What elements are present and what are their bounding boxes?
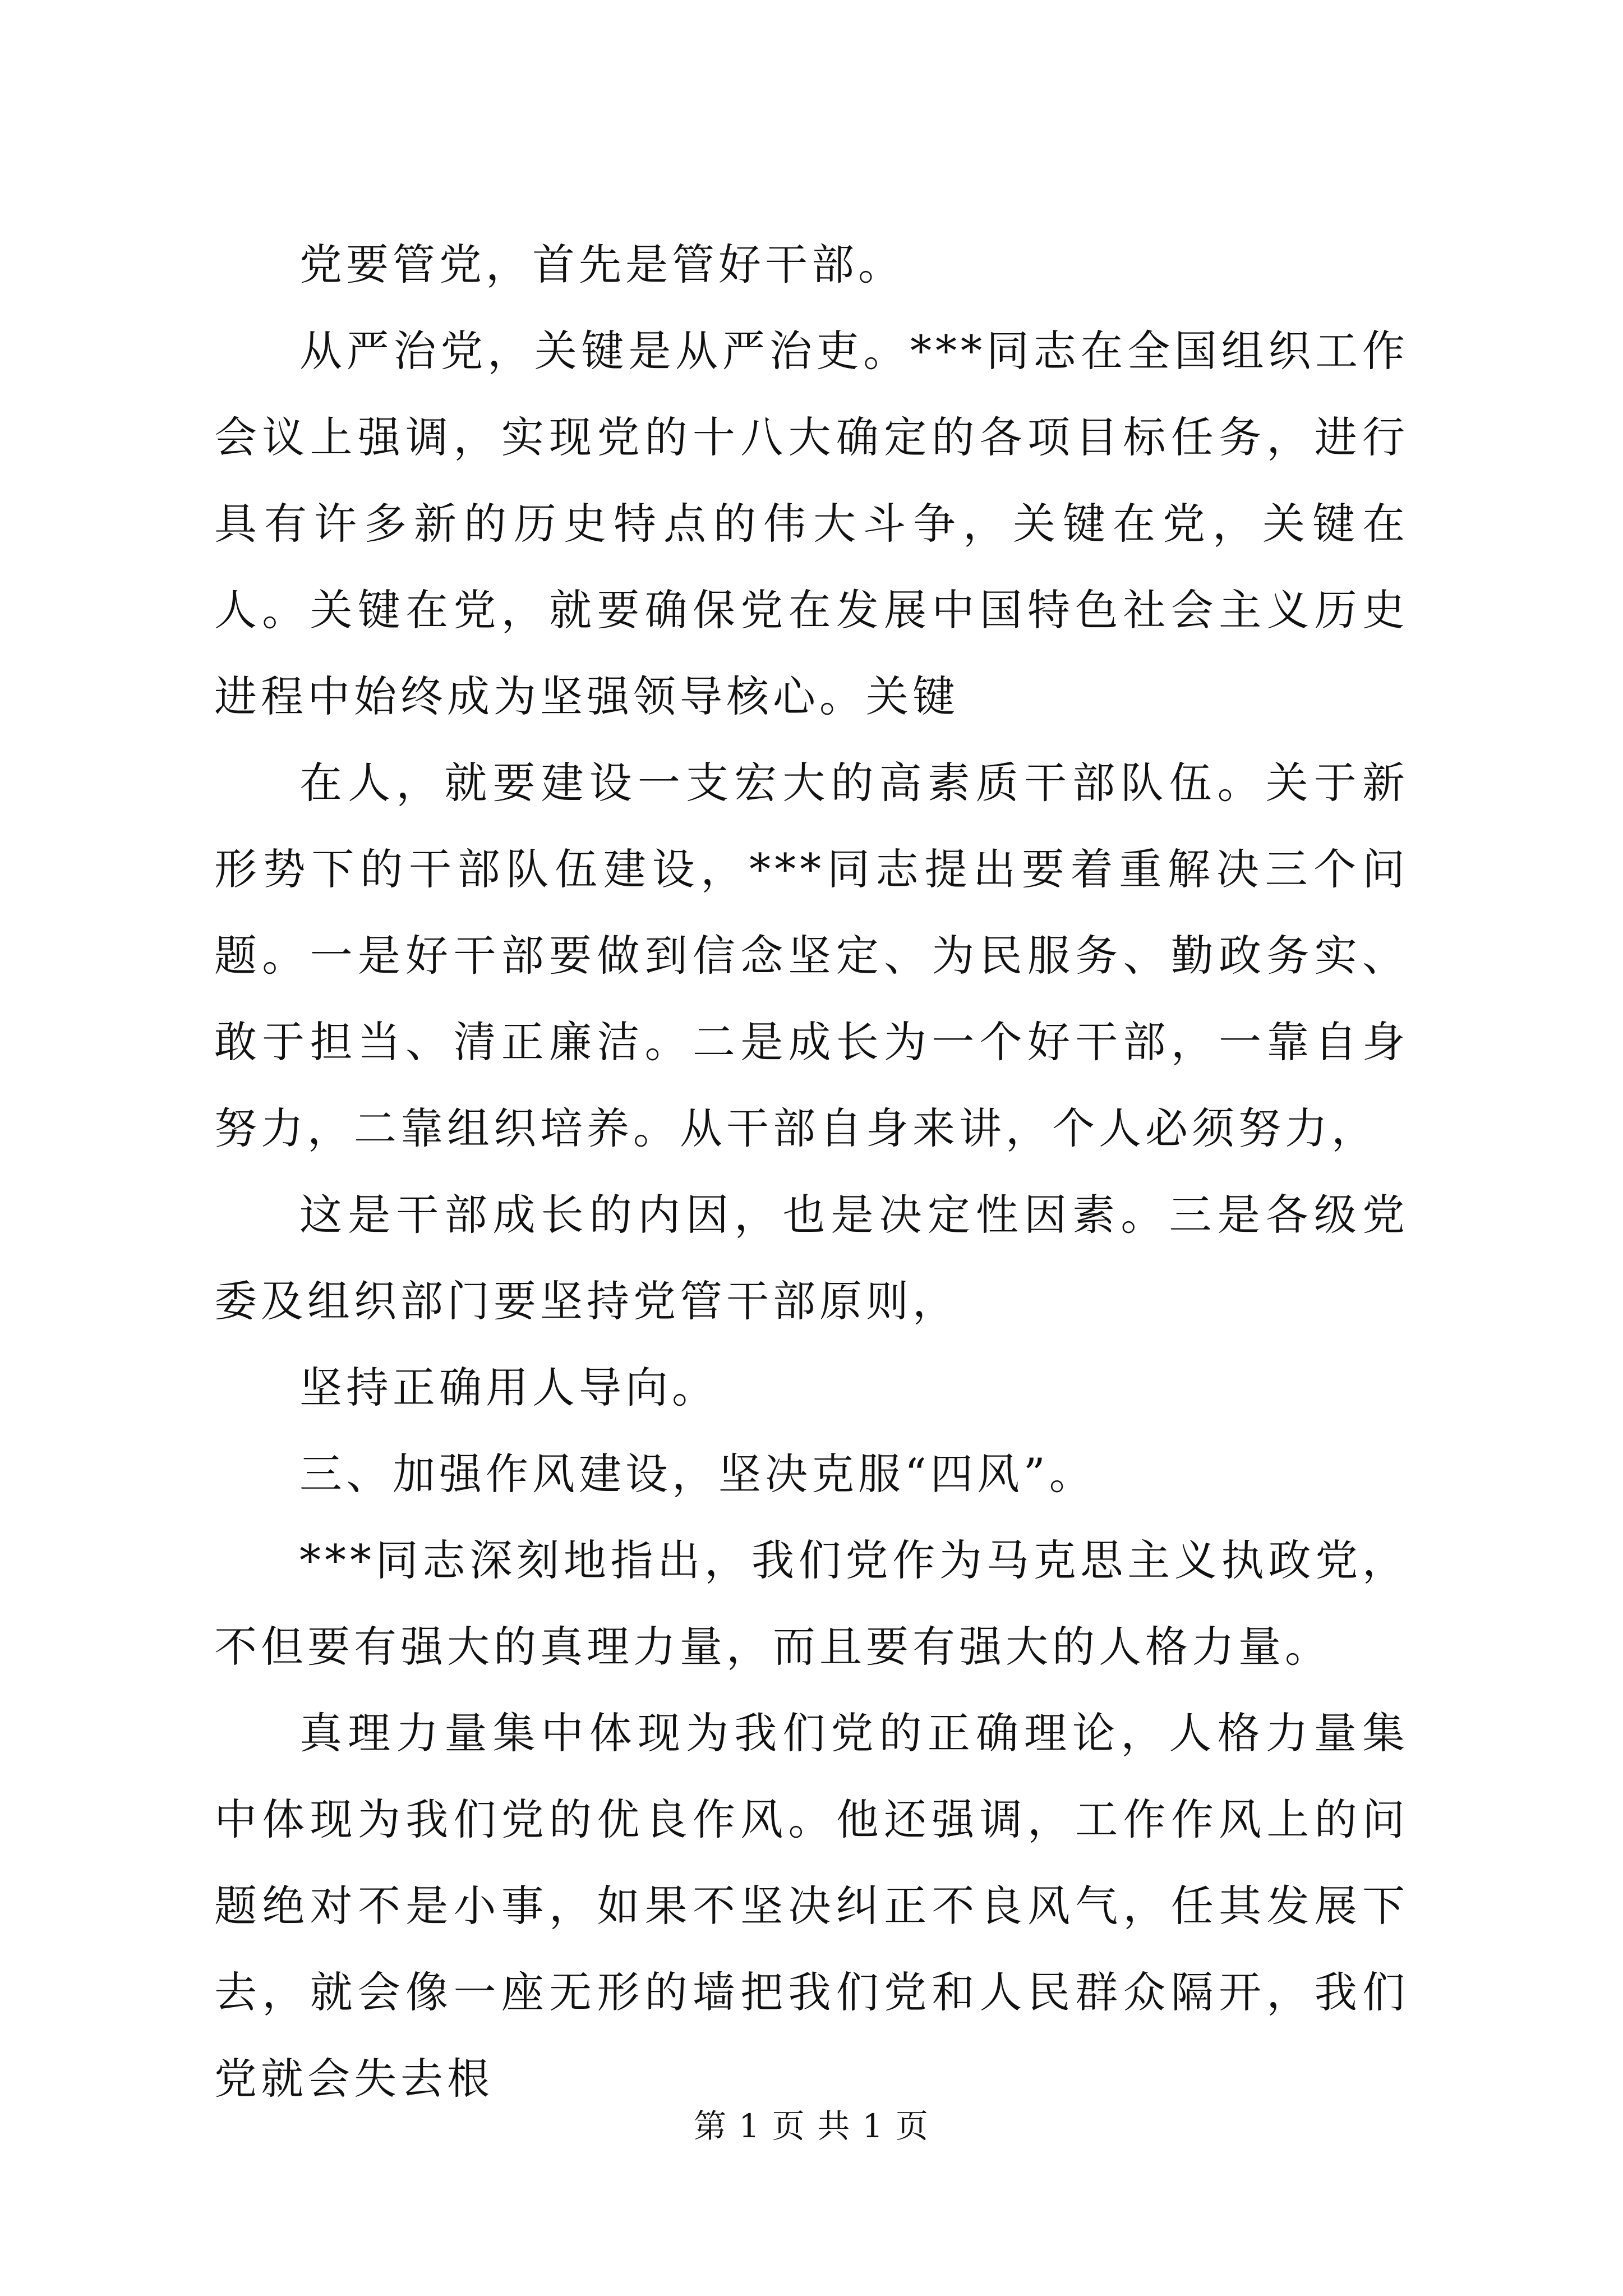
paragraph: 真理力量集中体现为我们党的正确理论，人格力量集中体现为我们党的优良作风。他还强调，工作作风上的问题绝对不是小事，如果不坚决纠正不良风气，任其发展下去，就会像一座无形的墙把我们党和人民群众隔开，我们党就会失去根 bbox=[214, 1708, 1409, 2104]
paragraph: 党要管党，首先是管好干部。 bbox=[299, 240, 905, 289]
paragraph: 坚持正确用人导向。 bbox=[299, 1363, 718, 1412]
paragraph: 在人，就要建设一支宏大的高素质干部队伍。关于新形势下的干部队伍建设，***同志提出要着重解决三个问题。一是好干部要做到信念坚定、为民服务、勤政务实、敢于担当、清正廉洁。二是成长为一个好干部，一靠自身努力，二靠组织培养。从干部自身来讲，个人必须努力， bbox=[214, 758, 1409, 1153]
page-footer: 第 1 页 共 1 页 bbox=[694, 2107, 929, 2145]
paragraph: 这是干部成长的内因，也是决定性因素。三是各级党委及组织部门要坚持党管干部原则， bbox=[214, 1190, 1409, 1326]
paragraph: ***同志深刻地指出，我们党作为马克思主义执政党，不但要有强大的真理力量，而且要有强大的人格力量。 bbox=[214, 1535, 1409, 1672]
document-body bbox=[214, 222, 1409, 2122]
section-heading: 三、加强作风建设，坚决克服“四风”。 bbox=[299, 1449, 1096, 1499]
paragraph: 从严治党，关键是从严治吏。***同志在全国组织工作会议上强调，实现党的十八大确定的各项目标任务，进行具有许多新的历史特点的伟大斗争，关键在党，关键在人。关键在党，就要确保党在发展中国特色社会主义历史进程中始终成为坚强领导核心。关键 bbox=[214, 326, 1409, 721]
